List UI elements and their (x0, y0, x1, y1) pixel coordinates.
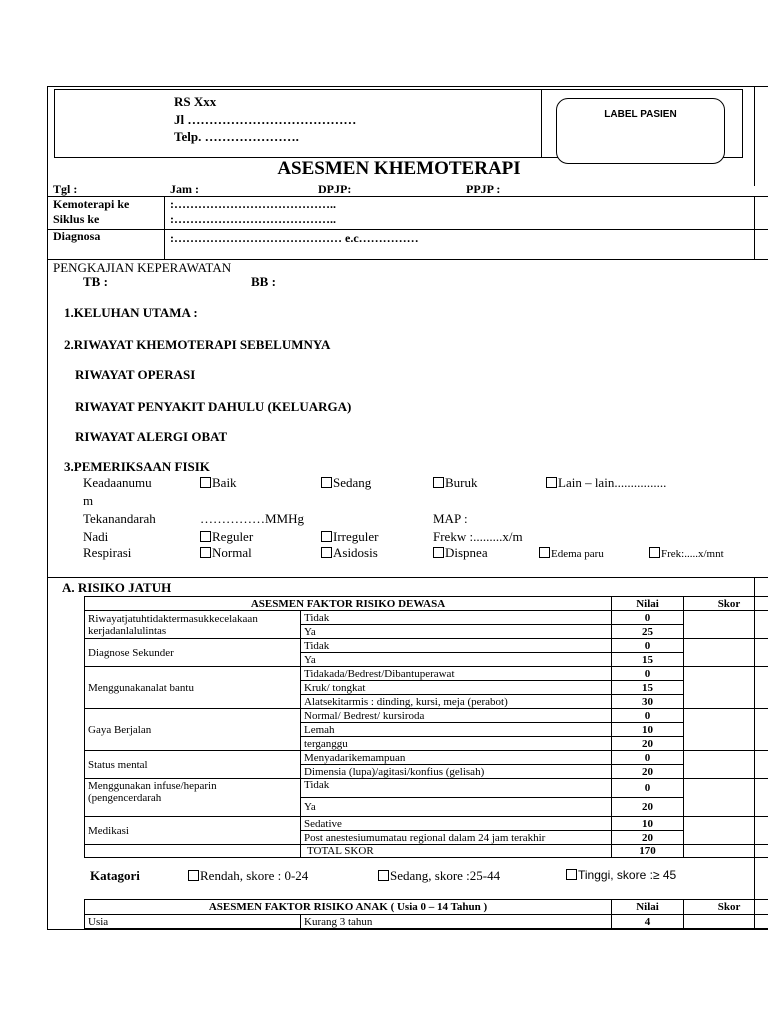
value-cell: 20 (612, 765, 684, 779)
factor-cell: Medikasi (85, 817, 301, 845)
nursing-heading: PENGKAJIAN KEPERAWATAN (53, 260, 232, 275)
item-cell: Alatsekitarmis : dinding, kursi, meja (perabot) (301, 695, 612, 709)
option-edema-label: Edema paru (551, 548, 604, 560)
item-cell: Dimensia (lupa)/agitasi/konfius (gelisah) (301, 765, 612, 779)
skor-header: Skor (684, 597, 768, 611)
factor-cell (85, 611, 301, 639)
value-cell: 20 (612, 798, 684, 817)
tgl-label: Tgl : (53, 182, 78, 196)
item-cell: Normal/ Bedrest/ kursiroda (301, 709, 612, 723)
meta-line-1 (47, 196, 768, 197)
score-cell[interactable] (684, 709, 768, 751)
option-frek-label: Frek:.....x/mnt (661, 548, 724, 560)
ppjp-label: PPJP : (466, 182, 501, 196)
hospital-address: Jl ………………………………… (174, 112, 357, 127)
checkbox-icon (188, 870, 199, 881)
score-cell[interactable] (684, 667, 768, 709)
option-tinggi[interactable] (566, 868, 676, 882)
child-score-cell[interactable] (684, 915, 768, 929)
total-blank-cell (85, 845, 301, 858)
item-cell: Lemah (301, 723, 612, 737)
item-cell: Tidak (301, 779, 612, 798)
value-cell: 20 (612, 831, 684, 845)
value-cell: 0 (612, 639, 684, 653)
item-cell: Tidakada/Bedrest/Dibantuperawat (301, 667, 612, 681)
meta-divider (164, 196, 165, 260)
value-cell: 0 (612, 709, 684, 723)
checkbox-icon (546, 477, 557, 488)
meta-right-line (754, 196, 755, 260)
value-cell: 15 (612, 681, 684, 695)
tb-label: TB : (83, 274, 108, 289)
option-normal[interactable] (200, 545, 252, 561)
value-cell: 0 (612, 667, 684, 681)
map-label: MAP : (433, 511, 468, 526)
checkbox-icon (433, 477, 444, 488)
patient-label-box (556, 98, 725, 164)
riwayat-alergi: RIWAYAT ALERGI OBAT (75, 429, 228, 444)
option-buruk-label: Buruk (445, 475, 478, 490)
frame-left-line (47, 86, 48, 930)
frekw-field[interactable]: Frekw :.........x/m (433, 529, 523, 544)
tekanan-field[interactable]: ……………MMHg (200, 511, 305, 526)
item-cell: Menyadarikemampuan (301, 751, 612, 765)
option-baik[interactable] (200, 475, 237, 491)
riwayat-penyakit: RIWAYAT PENYAKIT DAHULU (KELUARGA) (75, 399, 352, 414)
option-baik-label: Baik (212, 475, 237, 490)
checkbox-icon (649, 547, 660, 558)
jam-label: Jam : (170, 182, 199, 196)
siklus-field[interactable]: :………………………………….. (170, 212, 336, 226)
option-dispnea-label: Dispnea (445, 545, 488, 560)
child-item-cell: Kurang 3 tahun (301, 915, 612, 929)
keluhan-utama: 1.KELUHAN UTAMA : (64, 305, 198, 320)
frame-top-line (47, 86, 768, 87)
option-reguler-label: Reguler (212, 529, 254, 544)
siklus-label: Siklus ke (53, 212, 100, 226)
riwayat-operasi: RIWAYAT OPERASI (75, 367, 196, 382)
item-cell: Tidak (301, 611, 612, 625)
factor-cell: Gaya Berjalan (85, 709, 301, 751)
factor-label: Riwayatjatuhtidaktermasukkecelakaan (88, 612, 258, 625)
value-cell: 10 (612, 817, 684, 831)
option-rendah-label: Rendah, skore : 0-24 (200, 868, 309, 883)
score-cell[interactable] (684, 751, 768, 779)
score-cell[interactable] (684, 817, 768, 845)
option-tinggi-label: Tinggi, skore :≥ 45 (578, 868, 677, 882)
value-cell: 10 (612, 723, 684, 737)
option-rendah[interactable] (188, 868, 308, 884)
respirasi-label: Respirasi (83, 545, 132, 560)
hospital-name: RS Xxx (174, 94, 217, 109)
checkbox-icon (200, 547, 211, 558)
header-divider (541, 89, 542, 157)
checkbox-icon (321, 531, 332, 542)
checkbox-icon (200, 531, 211, 542)
risk-heading: A. RISIKO JATUH (62, 580, 172, 595)
item-cell: Ya (301, 625, 612, 639)
option-frek[interactable] (649, 547, 724, 560)
checkbox-icon (566, 869, 577, 880)
pemeriksaan-fisik: 3.PEMERIKSAAN FISIK (64, 459, 210, 474)
keadaan-label: Keadaanumu (83, 475, 152, 490)
child-header: ASESMEN FAKTOR RISIKO ANAK ( Usia 0 – 14 Tahun ) (85, 900, 612, 915)
option-buruk[interactable] (433, 475, 478, 491)
option-sedang-risk-label: Sedang, skore :25-44 (390, 868, 501, 883)
checkbox-icon (321, 477, 332, 488)
option-normal-label: Normal (212, 545, 252, 560)
child-nilai-header: Nilai (612, 900, 684, 915)
value-cell: 0 (612, 751, 684, 765)
factor-label: Menggunakan infuse/heparin (88, 780, 217, 792)
kemoterapi-field[interactable]: :………………………………….. (170, 197, 336, 211)
keadaan-label-cont: m (83, 493, 94, 508)
factor-cell: Diagnose Sekunder (85, 639, 301, 667)
value-cell: 30 (612, 695, 684, 709)
total-value: 170 (612, 845, 684, 858)
hospital-phone: Telp. …………………. (174, 129, 299, 144)
factor-label-cont: kerjadanlalulintas (88, 624, 167, 637)
value-cell: 25 (612, 625, 684, 639)
option-lain[interactable] (546, 475, 666, 491)
nilai-header: Nilai (612, 597, 684, 611)
patient-label-text: LABEL PASIEN (604, 109, 677, 120)
value-cell: 0 (612, 779, 684, 798)
option-irreguler-label: Irreguler (333, 529, 379, 544)
checkbox-icon (433, 547, 444, 558)
item-cell: Sedative (301, 817, 612, 831)
item-cell: Ya (301, 798, 612, 817)
value-cell: 0 (612, 611, 684, 625)
riwayat-khemoterapi: 2.RIWAYAT KHEMOTERAPI SEBELUMNYA (64, 337, 331, 352)
checkbox-icon (539, 547, 550, 558)
adult-risk-table (84, 596, 768, 858)
tekanan-label: Tekanandarah (83, 511, 156, 526)
meta-line-2 (47, 229, 768, 230)
nadi-label: Nadi (83, 529, 109, 544)
diagnosa-label: Diagnosa (53, 229, 101, 243)
option-lain-label: Lain – lain................ (558, 475, 667, 490)
child-skor-header: Skor (684, 900, 768, 915)
item-cell: Kruk/ tongkat (301, 681, 612, 695)
kemoterapi-label: Kemoterapi ke (53, 197, 130, 211)
adult-header: ASESMEN FAKTOR RISIKO DEWASA (85, 597, 612, 611)
factor-cell: Menggunakanalat bantu (85, 667, 301, 709)
child-risk-table (84, 899, 768, 929)
option-reguler[interactable] (200, 529, 253, 545)
factor-cell (85, 779, 301, 817)
total-score-cell[interactable] (684, 845, 768, 858)
option-sedang[interactable] (321, 475, 371, 491)
item-cell: Tidak (301, 639, 612, 653)
score-cell[interactable] (684, 779, 768, 817)
item-cell: Ya (301, 653, 612, 667)
factor-label-cont: (pengencerdarah (88, 792, 162, 804)
option-irreguler[interactable] (321, 529, 378, 545)
score-cell[interactable] (684, 639, 768, 667)
value-cell: 15 (612, 653, 684, 667)
bb-label: BB : (251, 274, 276, 289)
value-cell: 20 (612, 737, 684, 751)
item-cell: terganggu (301, 737, 612, 751)
option-sedang-risk[interactable] (378, 868, 500, 884)
item-cell: Post anestesiumumatau regional dalam 24 jam terakhir (301, 831, 612, 845)
dpjp-label: DPJP: (318, 182, 352, 196)
diagnosa-field[interactable]: :…………………………………… e.c…………… (170, 231, 419, 245)
option-asidosis-label: Asidosis (333, 545, 378, 560)
option-sedang-label: Sedang (333, 475, 372, 490)
page-title: ASESMEN KHEMOTERAPI (277, 158, 521, 179)
checkbox-icon (200, 477, 211, 488)
option-dispnea[interactable] (433, 545, 488, 561)
child-factor-cell: Usia (85, 915, 301, 929)
katagori-label: Katagori (90, 868, 140, 883)
score-cell[interactable] (684, 611, 768, 639)
option-asidosis[interactable] (321, 545, 378, 561)
child-value-cell: 4 (612, 915, 684, 929)
total-label: TOTAL SKOR (301, 845, 612, 858)
factor-cell: Status mental (85, 751, 301, 779)
frame-bottom-line (47, 929, 768, 930)
checkbox-icon (378, 870, 389, 881)
risk-top-line (47, 577, 768, 578)
option-edema[interactable] (539, 547, 604, 560)
checkbox-icon (321, 547, 332, 558)
